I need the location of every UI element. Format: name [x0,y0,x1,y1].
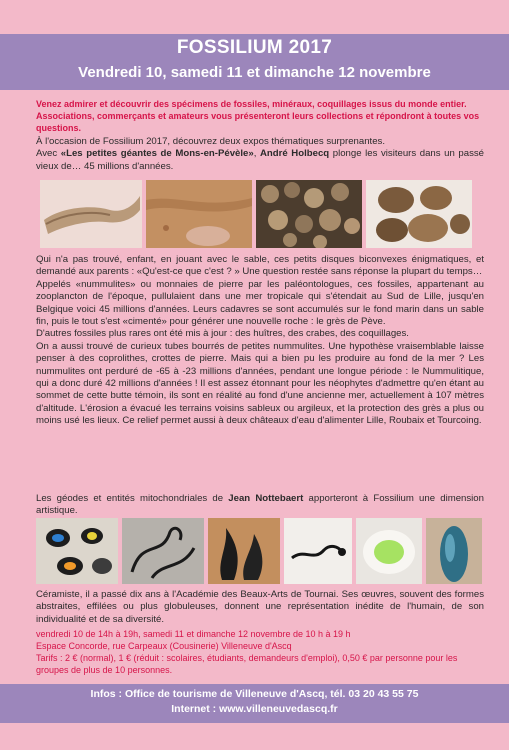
ceramic-spirals-photo [122,518,204,584]
ceramic-bowl-photo [356,518,422,584]
intro-line-1: Venez admirer et découvrir des spécimens de fossiles, minéraux, coquillages issus du monde entier. [36,99,467,109]
event-dates: Vendredi 10, samedi 11 et dimanche 12 novembre [78,64,431,81]
expo2-bio: Céramiste, il a passé dix ans à l'Académie des Beaux-Arts de Tournai. Ses œuvres, souvent des formes abstraites, effilées ou plus globuleuses, donnent une représentation inédite de l'humain, de son individualité et de sa diversité. [36,589,484,625]
nummulites-p1: Qui n'a pas trouvé, enfant, en jouant avec le sable, ces petits disques biconvexes énigmatiques, et demandé aux parents : «Qu'est-ce que c'est ? » Une question restée sans réponse la plupart du temps… [36,254,484,278]
expo2-intro [36,493,484,518]
nummulites-p3: D'autres fossiles plus rares ont été mis à jour : des huîtres, des crabes, des coquillages. [36,328,409,340]
intro-line-2: Associations, commerçants et amateurs vous présenteront leurs collections et répondront à toutes vos questions. [36,111,480,133]
sandstone-photo [146,180,252,248]
header-banner [0,34,509,90]
ceramic-vase-photo [426,518,482,584]
expo1-rest: plonge les visiteurs dans un passé vieux de… 45 millions d'années. [36,148,484,172]
expo2-post: apporteront à Fossilium une dimension artistique. [36,493,484,517]
footer-infos: Infos : Office de tourisme de Villeneuve d'Ascq, tél. 03 20 43 55 75 [90,688,419,700]
expo1-avec: Avec [36,148,61,160]
expo1-author: André Holbecq [259,148,330,160]
fossil-tube-photo [40,180,142,248]
footer-website: Internet : www.villeneuvedascq.fr [171,703,338,715]
nummulites-photo [256,180,362,248]
footer-banner [0,684,509,723]
venue: Espace Concorde, rue Carpeaux (Cousinerie) Villeneuve d'Ascq [36,641,292,651]
expo1-title: «Les petites géantes de Mons-en-Pévèle» [60,148,254,160]
opening-hours: vendredi 10 de 14h à 19h, samedi 11 et dimanche 12 novembre de 10 h à 19 h [36,629,351,639]
expo2-pre: Les géodes et entités mitochondriales de [36,493,229,504]
expo1-intro [36,136,484,173]
ceramic-flames-photo [208,518,280,584]
ceramic-figure-photo [284,518,352,584]
nummulites-p4: On a aussi trouvé de curieux tubes bourrés de petites nummulites. Une hypothèse vraisemblable laisse penser à des coprolithes, crottes de pierre. Mais qui a bien pu les produire au fond de la mer ? Les nummulites ont perduré de -65 à -23 millions d'années, pendant une longue période : le Nummulitique, qui a donc duré 42 millions d'années ! Il est assez étonnant pour les néophytes d'admettre qu'en étant au sommet de cette butte témoin, ils sont en réalité au fond d'une ancienne mer, actuellement à 107 mètres d'altitude. L'érosion a évacué les terrains voisins sableux ou argileux, et la protection des grès a plus ou moins usé les lieux. Ce relief permet aussi à deux châteaux d'eau d'alimenter Lille, Roubaix et Tourcoing. [36,340,484,427]
event-title: FOSSILIUM 2017 [176,37,333,58]
expo2-author: Jean Nottebaert [228,493,304,504]
nummulites-p2: Appelés «nummulites» ou monnaies de pierre par les paléontologues, ces fossiles, appartenant au zooplancton de l'époque, pullulaient dans une mer tropicale qui s'étendait au Sud de Lille, jusqu'en Belgique voici 45 millions d'années. Leurs cadavres se sont accumulés sur le fond marin dans un sable fin, puis le tout s'est «cimenté» pour générer une nouvelle roche : le grès de Pève. [36,278,484,328]
ceramic-discs-photo [36,518,118,584]
fossil-stones-photo [366,180,472,248]
expo1-description [36,148,484,173]
nummulites-text [36,254,484,428]
intro-text [36,98,486,134]
prices: Tarifs : 2 € (normal), 1 € (réduit : scolaires, étudiants, demandeurs d'emploi), 0,50 € par personne pour les groupes de plus de 10 personnes. [36,653,458,675]
expo1-lead: À l'occasion de Fossilium 2017, découvrez deux expos thématiques surprenantes. [36,136,386,147]
practical-info [36,628,486,676]
expo1-comma: , [253,148,260,160]
